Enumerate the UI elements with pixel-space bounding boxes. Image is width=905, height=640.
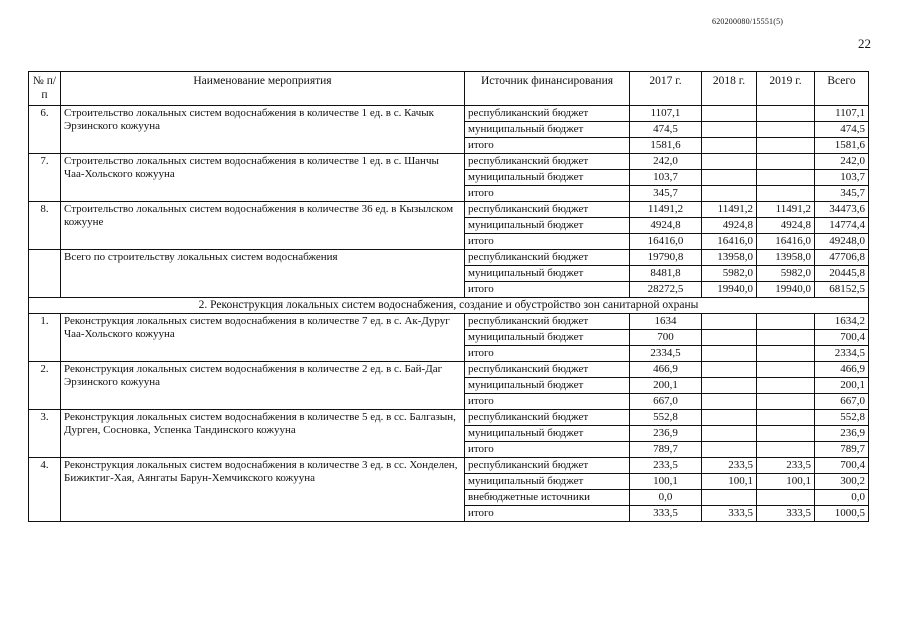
funding-source: итого: [465, 282, 630, 298]
value-2019: [757, 154, 815, 170]
value-2019: 13958,0: [757, 250, 815, 266]
row-number: 3.: [29, 410, 61, 458]
value-2017: 474,5: [630, 122, 702, 138]
value-2017: 333,5: [630, 506, 702, 522]
value-total: 552,8: [815, 410, 869, 426]
value-2017: 236,9: [630, 426, 702, 442]
value-2017: 466,9: [630, 362, 702, 378]
value-total: 20445,8: [815, 266, 869, 282]
activity-name: Реконструкция локальных систем водоснабжения в количестве 2 ед. в с. Бай-Даг Эрзинского кожууна: [61, 362, 465, 410]
document-id: 620200080/15551(5): [712, 17, 784, 26]
funding-source: итого: [465, 234, 630, 250]
table-row: [29, 410, 869, 426]
value-total: 0,0: [815, 490, 869, 506]
value-2017: 103,7: [630, 170, 702, 186]
funding-source: республиканский бюджет: [465, 202, 630, 218]
value-2018: [702, 362, 757, 378]
funding-source: итого: [465, 394, 630, 410]
value-2019: [757, 170, 815, 186]
value-total: 1107,1: [815, 106, 869, 122]
value-2018: 5982,0: [702, 266, 757, 282]
funding-source: итого: [465, 186, 630, 202]
value-2017: 1107,1: [630, 106, 702, 122]
value-2018: [702, 122, 757, 138]
row-number: 6.: [29, 106, 61, 154]
reconstruction-section-header: [29, 298, 869, 314]
activity-name: Реконструкция локальных систем водоснабжения в количестве 7 ед. в с. Ак-Дуруг Чаа-Хольского кожууна: [61, 314, 465, 362]
value-total: 667,0: [815, 394, 869, 410]
funding-source: итого: [465, 506, 630, 522]
value-2019: 333,5: [757, 506, 815, 522]
value-total: 1634,2: [815, 314, 869, 330]
table-row: [29, 250, 869, 266]
funding-source: муниципальный бюджет: [465, 122, 630, 138]
value-total: 68152,5: [815, 282, 869, 298]
header-total: Всего: [815, 72, 869, 106]
value-total: 242,0: [815, 154, 869, 170]
value-2019: 11491,2: [757, 202, 815, 218]
value-2019: [757, 106, 815, 122]
value-2017: 2334,5: [630, 346, 702, 362]
row-number: 1.: [29, 314, 61, 362]
value-2017: 0,0: [630, 490, 702, 506]
value-2018: 11491,2: [702, 202, 757, 218]
value-2017: 1581,6: [630, 138, 702, 154]
value-2019: [757, 346, 815, 362]
construction-section: [29, 106, 869, 298]
row-number: 4.: [29, 458, 61, 522]
funding-source: итого: [465, 138, 630, 154]
value-2019: [757, 378, 815, 394]
funding-source: итого: [465, 346, 630, 362]
value-2019: [757, 314, 815, 330]
row-number: 2.: [29, 362, 61, 410]
value-2018: 333,5: [702, 506, 757, 522]
value-2018: [702, 490, 757, 506]
value-2017: 4924,8: [630, 218, 702, 234]
value-2019: [757, 186, 815, 202]
value-2019: 100,1: [757, 474, 815, 490]
value-2017: 11491,2: [630, 202, 702, 218]
funding-source: республиканский бюджет: [465, 154, 630, 170]
funding-source: республиканский бюджет: [465, 106, 630, 122]
table-row: [29, 154, 869, 170]
value-2017: 242,0: [630, 154, 702, 170]
value-2019: [757, 490, 815, 506]
value-total: 789,7: [815, 442, 869, 458]
value-total: 466,9: [815, 362, 869, 378]
funding-source: муниципальный бюджет: [465, 378, 630, 394]
header-activity-name: Наименование мероприятия: [61, 72, 465, 106]
header-funding-source: Источник финансирования: [465, 72, 630, 106]
value-2017: 552,8: [630, 410, 702, 426]
value-2018: [702, 346, 757, 362]
value-2017: 28272,5: [630, 282, 702, 298]
value-2018: 13958,0: [702, 250, 757, 266]
funding-source: итого: [465, 442, 630, 458]
value-2019: [757, 330, 815, 346]
funding-source: муниципальный бюджет: [465, 218, 630, 234]
funding-source: республиканский бюджет: [465, 458, 630, 474]
value-2018: 233,5: [702, 458, 757, 474]
value-2019: 16416,0: [757, 234, 815, 250]
value-2019: [757, 138, 815, 154]
header-2017: 2017 г.: [630, 72, 702, 106]
funding-source: внебюджетные источники: [465, 490, 630, 506]
table-row: [29, 458, 869, 474]
value-total: 103,7: [815, 170, 869, 186]
value-2019: 4924,8: [757, 218, 815, 234]
section-title: 2. Реконструкция локальных систем водоснабжения, создание и обустройство зон санитарной охраны: [29, 298, 869, 314]
value-2017: 233,5: [630, 458, 702, 474]
value-2019: [757, 442, 815, 458]
value-2018: [702, 154, 757, 170]
value-2019: 5982,0: [757, 266, 815, 282]
funding-source: муниципальный бюджет: [465, 330, 630, 346]
activity-name: Всего по строительству локальных систем водоснабжения: [61, 250, 465, 298]
value-2017: 700: [630, 330, 702, 346]
value-total: 236,9: [815, 426, 869, 442]
value-2019: [757, 122, 815, 138]
activity-name: Строительство локальных систем водоснабжения в количестве 1 ед. в с. Качык Эрзинского кожууна: [61, 106, 465, 154]
value-2017: 1634: [630, 314, 702, 330]
table-row: [29, 362, 869, 378]
row-number: 7.: [29, 154, 61, 202]
table-row: [29, 106, 869, 122]
value-total: 200,1: [815, 378, 869, 394]
value-total: 47706,8: [815, 250, 869, 266]
value-2018: [702, 138, 757, 154]
value-2017: 19790,8: [630, 250, 702, 266]
value-total: 1000,5: [815, 506, 869, 522]
header-number: № п/п: [29, 72, 61, 106]
value-total: 14774,4: [815, 218, 869, 234]
value-2019: 19940,0: [757, 282, 815, 298]
value-2018: [702, 314, 757, 330]
value-2018: [702, 186, 757, 202]
value-total: 474,5: [815, 122, 869, 138]
value-2019: [757, 394, 815, 410]
value-2018: [702, 410, 757, 426]
value-total: 1581,6: [815, 138, 869, 154]
value-2017: 16416,0: [630, 234, 702, 250]
activity-name: Реконструкция локальных систем водоснабжения в количестве 5 ед. в сс. Балгазын, Дурген, Сосновка, Успенка Тандинского кожууна: [61, 410, 465, 458]
value-2018: 4924,8: [702, 218, 757, 234]
row-number: 8.: [29, 202, 61, 250]
table-header-row: [29, 72, 869, 106]
funding-source: республиканский бюджет: [465, 362, 630, 378]
funding-source: муниципальный бюджет: [465, 170, 630, 186]
funding-source: республиканский бюджет: [465, 250, 630, 266]
header-2019: 2019 г.: [757, 72, 815, 106]
value-2019: [757, 426, 815, 442]
activity-name: Строительство локальных систем водоснабжения в количестве 1 ед. в с. Шанчы Чаа-Хольского кожууна: [61, 154, 465, 202]
header-2018: 2018 г.: [702, 72, 757, 106]
section-title-row: [29, 298, 869, 314]
value-2019: [757, 410, 815, 426]
activity-name: Строительство локальных систем водоснабжения в количестве 36 ед. в Кызылском кожууне: [61, 202, 465, 250]
value-total: 2334,5: [815, 346, 869, 362]
funding-source: республиканский бюджет: [465, 410, 630, 426]
page-number: 22: [858, 36, 871, 51]
table-row: [29, 314, 869, 330]
value-2018: [702, 394, 757, 410]
activity-name: Реконструкция локальных систем водоснабжения в количестве 3 ед. в сс. Хонделен, Бижиктиг-Хая, Аянгаты Барун-Хемчикского кожууна: [61, 458, 465, 522]
value-2018: [702, 170, 757, 186]
value-2017: 100,1: [630, 474, 702, 490]
value-2018: [702, 106, 757, 122]
value-2017: 8481,8: [630, 266, 702, 282]
value-2018: [702, 378, 757, 394]
funding-source: муниципальный бюджет: [465, 474, 630, 490]
row-number: [29, 250, 61, 298]
value-total: 700,4: [815, 330, 869, 346]
value-2018: 100,1: [702, 474, 757, 490]
value-total: 34473,6: [815, 202, 869, 218]
value-2019: [757, 362, 815, 378]
value-2019: 233,5: [757, 458, 815, 474]
funding-source: республиканский бюджет: [465, 314, 630, 330]
value-total: 345,7: [815, 186, 869, 202]
table-row: [29, 202, 869, 218]
value-2017: 667,0: [630, 394, 702, 410]
value-2017: 789,7: [630, 442, 702, 458]
value-total: 49248,0: [815, 234, 869, 250]
reconstruction-section: [29, 314, 869, 522]
financing-table: [28, 71, 869, 522]
value-2017: 345,7: [630, 186, 702, 202]
value-total: 700,4: [815, 458, 869, 474]
value-2018: [702, 426, 757, 442]
value-2018: 16416,0: [702, 234, 757, 250]
value-2018: [702, 330, 757, 346]
value-2018: 19940,0: [702, 282, 757, 298]
value-total: 300,2: [815, 474, 869, 490]
value-2018: [702, 442, 757, 458]
funding-source: муниципальный бюджет: [465, 266, 630, 282]
value-2017: 200,1: [630, 378, 702, 394]
funding-source: муниципальный бюджет: [465, 426, 630, 442]
